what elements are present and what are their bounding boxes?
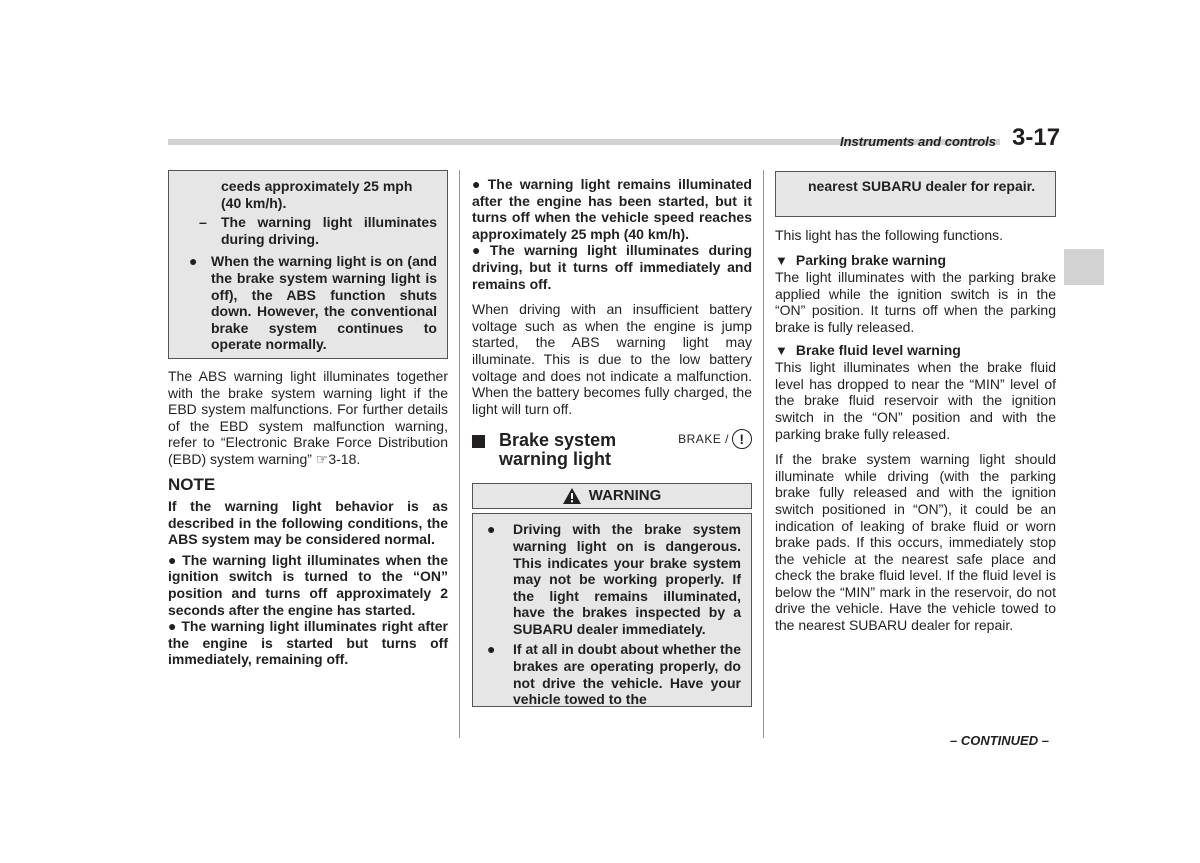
exclamation-circle-icon: !: [732, 429, 752, 449]
warning-header: WARNING: [472, 483, 752, 509]
subheading-brake-fluid: ▼ Brake fluid level warning: [775, 341, 961, 358]
note-intro: If the warning light behavior is as described in the following conditions, the ABS system may be considered normal.: [168, 498, 448, 548]
note-item: ● The warning light illuminates during driving, but it turns off immediately and remains off.: [472, 242, 752, 292]
parking-brake-text: The light illuminates with the parking brake applied while the ignition switch is in the “ON” position. It turns off when the parking brake is fully released.: [775, 269, 1056, 335]
note-item: ● The warning light illuminates right after the engine is started but turns off immediately, remaining off.: [168, 618, 448, 668]
warning-item: ● Driving with the brake system warning light on is dangerous. This indicates your brake system may not be working properly. If the light remains illuminated, have the brakes inspected by a SUBARU dealer immediately.: [487, 521, 741, 637]
continued-info-box: [168, 170, 448, 359]
dash-item: – The warning light illuminates during driving.: [199, 214, 437, 247]
note-title: NOTE: [168, 474, 216, 494]
note-item: ● The warning light remains illuminated after the engine has been started, but it turns off when the vehicle speed reaches approximately 25 mph (40 km/h).: [472, 176, 752, 242]
chapter-tab: [1064, 249, 1104, 285]
box-line: (40 km/h).: [221, 194, 287, 211]
functions-intro: This light has the following functions.: [775, 227, 1004, 243]
page-number: 3-17: [1012, 124, 1061, 151]
warning-item: ● If at all in doubt about whether the brakes are operating properly, do not drive the vehicle. Have your vehicle towed to the: [487, 641, 741, 708]
brake-warning-paragraph: If the brake system warning light should illuminate while driving (with the parking brake fully released and with the ignition switch positioned in “ON”), it could be an indication of leaking of brake fluid or worn brake pads. If this occurs, immediately stop the vehicle at the nearest safe place and check the brake fluid level. If the fluid level is below the “MIN” mark in the reservoir, do not drive the vehicle. Have the vehicle towed to the nearest SUBARU dealer for repair.: [775, 451, 1056, 634]
brake-fluid-text: This light illuminates when the brake fluid level has dropped to near the “MIN” level of the brake fluid reservoir with the ignition switch in the “ON” position and with the parking brake fully released.: [775, 359, 1056, 442]
warning-triangle-icon: [563, 488, 581, 504]
subheading-parking-brake: ▼ Parking brake warning: [775, 251, 947, 268]
column-right: [775, 171, 1056, 634]
triangle-down-icon: ▼: [775, 252, 788, 268]
note-item: ● The warning light illuminates when the ignition switch is turned to the “ON” position and turns off approximately 2 seconds after the engine has started.: [168, 551, 448, 618]
warning-box: [472, 513, 752, 707]
bullet-item: ● When the warning light is on (and the brake system warning light is off), the ABS function shuts down. However, the conventional brake system continues to operate normally.: [189, 253, 437, 353]
column-divider: [763, 170, 764, 738]
battery-paragraph: When driving with an insufficient battery voltage such as when the engine is jump started, the ABS warning light may illuminate. This is due to the low battery voltage and does not indicate a malfunction. When the battery becomes fully charged, the light will turn off.: [472, 301, 752, 417]
box-line: ceeds approximately 25 mph: [221, 178, 413, 194]
ebd-paragraph: The ABS warning light illuminates together with the brake system warning light if the EBD system malfunctions. For further details of the EBD system malfunction warning, refer to “Electronic Brake Force Distribution (EBD) system warning” ☞3-18.: [168, 367, 448, 467]
column-middle: [472, 176, 752, 707]
brake-warning-symbol: BRAKE / !: [678, 429, 752, 449]
heading-square-icon: [472, 435, 485, 448]
section-title: Instruments and controls: [840, 134, 997, 149]
heading-text: Brake system warning light: [499, 430, 617, 470]
continued-warning-box: nearest SUBARU dealer for repair.: [775, 171, 1056, 217]
column-left: [168, 170, 448, 668]
section-heading: [472, 431, 752, 469]
continued-label: – CONTINUED –: [950, 733, 1049, 748]
triangle-down-icon: ▼: [775, 342, 788, 358]
column-divider: [459, 170, 460, 738]
